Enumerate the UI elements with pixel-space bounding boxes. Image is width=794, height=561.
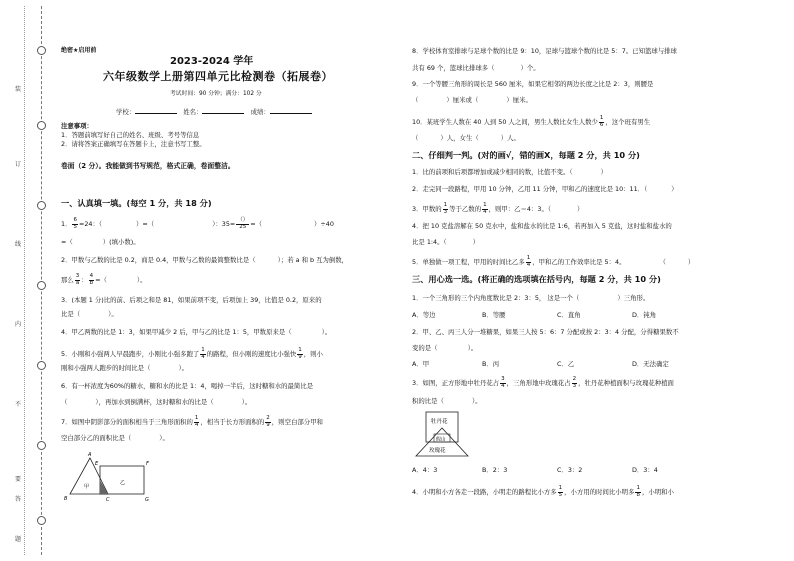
q7-label-c: C — [106, 497, 110, 502]
judge-question-4-line2: 比是 1:4。（ ） — [412, 238, 480, 246]
name-label: 姓名： — [183, 108, 203, 116]
exam-info: 考试时间：90 分钟；满分：102 分 — [170, 91, 262, 97]
question-7-line2: 空白部分乙的面积比是（ ）。 — [61, 434, 169, 442]
roll-note: 卷面（2 分）。我能做到书写规范，格式正确，卷面整洁。 — [61, 162, 235, 170]
question-6: 6．有一杯浓度为60%的糖水，糖和水的比是 1：4，喝掉一半后，这时糖和水的最简比是 — [61, 382, 314, 390]
question-8-line2: 共有 69 个，篮球比排球多（ ）个。 — [412, 64, 540, 72]
option-c[interactable]: C．3：2 — [557, 466, 583, 474]
binding-margin — [8, 6, 48, 555]
exam-title: 六年级数学上册第四单元比检测卷（拓展卷） — [103, 70, 333, 83]
binding-hole — [37, 46, 46, 55]
left-column — [58, 0, 388, 561]
section3-title: 三、用心选一选。(将正确的选项填在括号内，每题 2 分，共 10 分) — [412, 274, 661, 284]
question-1-line2: =（ ）(填小数)。 — [61, 238, 140, 246]
option-a[interactable]: A．甲 — [412, 360, 430, 368]
school-label: 学校： — [116, 108, 136, 116]
q7-label-jia: 甲 — [84, 484, 90, 490]
section2-title: 二、仔细判一判。(对的画√，错的画X，每题 2 分，共 10 分) — [412, 150, 640, 160]
info-fields — [116, 107, 312, 116]
q3-label-peony: 牡丹花 — [431, 419, 448, 425]
q7-label-yi: 乙 — [120, 480, 126, 486]
binding-label: 要 — [14, 476, 21, 483]
option-a[interactable]: A．等边 — [412, 311, 436, 319]
score-label: 成绩： — [250, 108, 270, 116]
binding-hole — [37, 121, 46, 130]
question-6-line2: （ ），再加水到倒满杯，这时糖和水的比是（ ）。 — [61, 398, 252, 406]
binding-hole — [37, 201, 46, 210]
exam-year: 2023-2024 学年 — [170, 56, 254, 67]
q7-label-g: G — [145, 497, 149, 502]
option-c[interactable]: C．乙 — [557, 360, 575, 368]
question-10: 10．某班学生人数在 40 人到 50 人之间，男生人数比女生人数少 $\frac{1}{6}$ ，这个班有男生 — [412, 115, 651, 128]
choice-question-2-line2: 变的是（ ）。 — [412, 344, 478, 352]
note-1: 1．答题前填写好自己的姓名、班级、考号等信息 — [61, 131, 200, 139]
question-8: 8．学校体育室排球与足球个数的比是 9：10，足球与篮球个数的比是 5：7。已知篮球与排球 — [412, 47, 677, 55]
right-column — [412, 0, 782, 561]
notes-title: 注意事项： — [61, 122, 93, 130]
school-field[interactable] — [135, 107, 177, 114]
binding-label: 装 — [14, 86, 21, 93]
judge-question-1: 1．比的前项和后项都增加或减少相同的数，比值不变。（ ） — [412, 168, 608, 176]
binding-label: 线 — [14, 241, 21, 248]
q7-label-b: B — [64, 496, 68, 502]
question-2: 2．甲数与乙数的比是 0.2，商是 0.4，甲数与乙数的最简整数比是（ ）；若 a 和 b 互为倒数， — [61, 256, 349, 264]
option-d[interactable]: D．3：4 — [632, 466, 658, 474]
choice-question-1: 1．一个三角形的三个内角度数比是 2：3：5， 这是一个（ ）三角形。 — [412, 294, 650, 302]
binding-hole — [37, 516, 46, 525]
judge-question-3: 3．甲数的 $\frac{1}{3}$ 等于乙数的 $\frac{1}{4}$ ，则甲：乙＝4：3。（ ） — [412, 202, 584, 215]
question-4: 4．甲乙两数的比是 1：3，如果甲减少 2 后，甲与乙的比是 1：5，甲数原来是（ ）。 — [61, 328, 332, 336]
question-3: 3．(本题 1 分)比的前、后项之和是 81，如果前项不变，后项加上 39，比值是 0.2，原来的 — [61, 296, 322, 304]
option-a[interactable]: A．4：3 — [412, 466, 438, 474]
option-c[interactable]: C．直角 — [557, 311, 581, 319]
q7-label-e: E — [95, 461, 99, 467]
binding-hole — [37, 281, 46, 290]
q3-label-rose: 玫瑰花 — [429, 448, 446, 454]
question-3-line2: 比是（ ）。 — [61, 310, 118, 318]
binding-hole — [37, 441, 46, 450]
option-d[interactable]: D．无法确定 — [632, 360, 669, 368]
option-d[interactable]: D．钝角 — [632, 311, 657, 319]
choice-question-2: 2．甲、乙、丙三人分一堆糖果，如果三人按 5：6：7 分配或按 2：3：4 分配，分得糖果数不 — [412, 328, 679, 336]
binding-label: 内 — [14, 321, 21, 328]
q3-label-rockery: 假山 — [436, 437, 446, 443]
judge-question-5: 5．单独做一项工程，甲用的时间比乙多 $\frac{1}{4}$ ，甲和乙的工作效率比是 5：4。 （ ） — [412, 255, 695, 268]
choice-question-3-line2: 积的比是（ ）。 — [412, 397, 482, 405]
question-1: 1． $\frac{6}{5}$ =24：（ ）=（ ）：35= $\frac{()}{25}$ =（ ）÷40 — [61, 217, 334, 230]
option-b[interactable]: B．等腰 — [482, 311, 506, 319]
question-9-line2: （ ）厘米或（ ）厘米。 — [412, 96, 532, 104]
binding-hole — [37, 361, 46, 370]
question-9: 9．一个等腰三角形的周长是 560 厘米，如果它相邻的两边长度之比是 2：3，则腰是 — [412, 80, 654, 88]
option-b[interactable]: B．丙 — [482, 360, 500, 368]
q3-figure — [414, 410, 478, 462]
score-field[interactable] — [270, 107, 312, 114]
binding-label: 订 — [14, 161, 21, 168]
judge-question-4: 4．把 10 克盐溶解在 50 克水中，盐和盐水的比是 1:6，若再加入 5 克盐，这时盐和盐水的 — [412, 222, 672, 230]
q7-label-f: F — [146, 461, 149, 467]
name-field[interactable] — [202, 107, 244, 114]
choice-question-3: 3．如图，正方形地中牡丹花占 $\frac{3}{4}$ ，三角形地中玫瑰花占 $\frac{2}{3}$ ，牡丹花种植面积与玫瑰花种植面 — [412, 376, 674, 389]
question-2-line2: 那么 $\frac{3}{a}$ ： $\frac{4}{b}$ =（ ）。 — [61, 273, 147, 286]
q7-figure — [62, 450, 158, 502]
binding-label: 不 — [14, 401, 21, 408]
note-2: 2．请将答案正确填写在答题卡上，注意书写工整。 — [61, 140, 206, 148]
question-5-line2: 刚和小强两人跑步的时间比是（ ）。 — [61, 364, 189, 372]
question-7: 7．如图中阴影部分的面积相当于三角形面积的 $\frac{1}{4}$ ，相当于长方形面积的 $\frac{2}{9}$ ，则空白部分甲和 — [61, 415, 323, 428]
binding-dotted-line — [24, 6, 25, 555]
question-10-line2: （ ）人，女生（ ）人。 — [412, 134, 520, 142]
question-5: 5．小刚和小强两人早晨跑步，小刚比小强多跑了 $\frac{1}{4}$ 的路程，但小刚的速度比小强快 $\frac{1}{9}$ ，则小 — [61, 347, 323, 360]
choice-question-4: 4．小明和小方各走一段路，小明走的路程比小方多 $\frac{1}{5}$ ，小方用的时间比小明多 $\frac{1}{8}$ ，小明和小 — [412, 485, 674, 498]
option-b[interactable]: B．2：3 — [482, 466, 508, 474]
section1-title: 一、认真填一填。(每空 1 分，共 18 分) — [61, 198, 212, 208]
binding-label: 题 — [14, 536, 21, 543]
binding-label: 答 — [14, 496, 21, 503]
secret-mark: 绝密★启用前 — [61, 47, 97, 54]
judge-question-2: 2．走完同一段路程，甲用 10 分钟，乙用 11 分钟，甲和乙的速度比是 10：11．（ ） — [412, 185, 678, 193]
q7-label-a: A — [88, 452, 92, 458]
